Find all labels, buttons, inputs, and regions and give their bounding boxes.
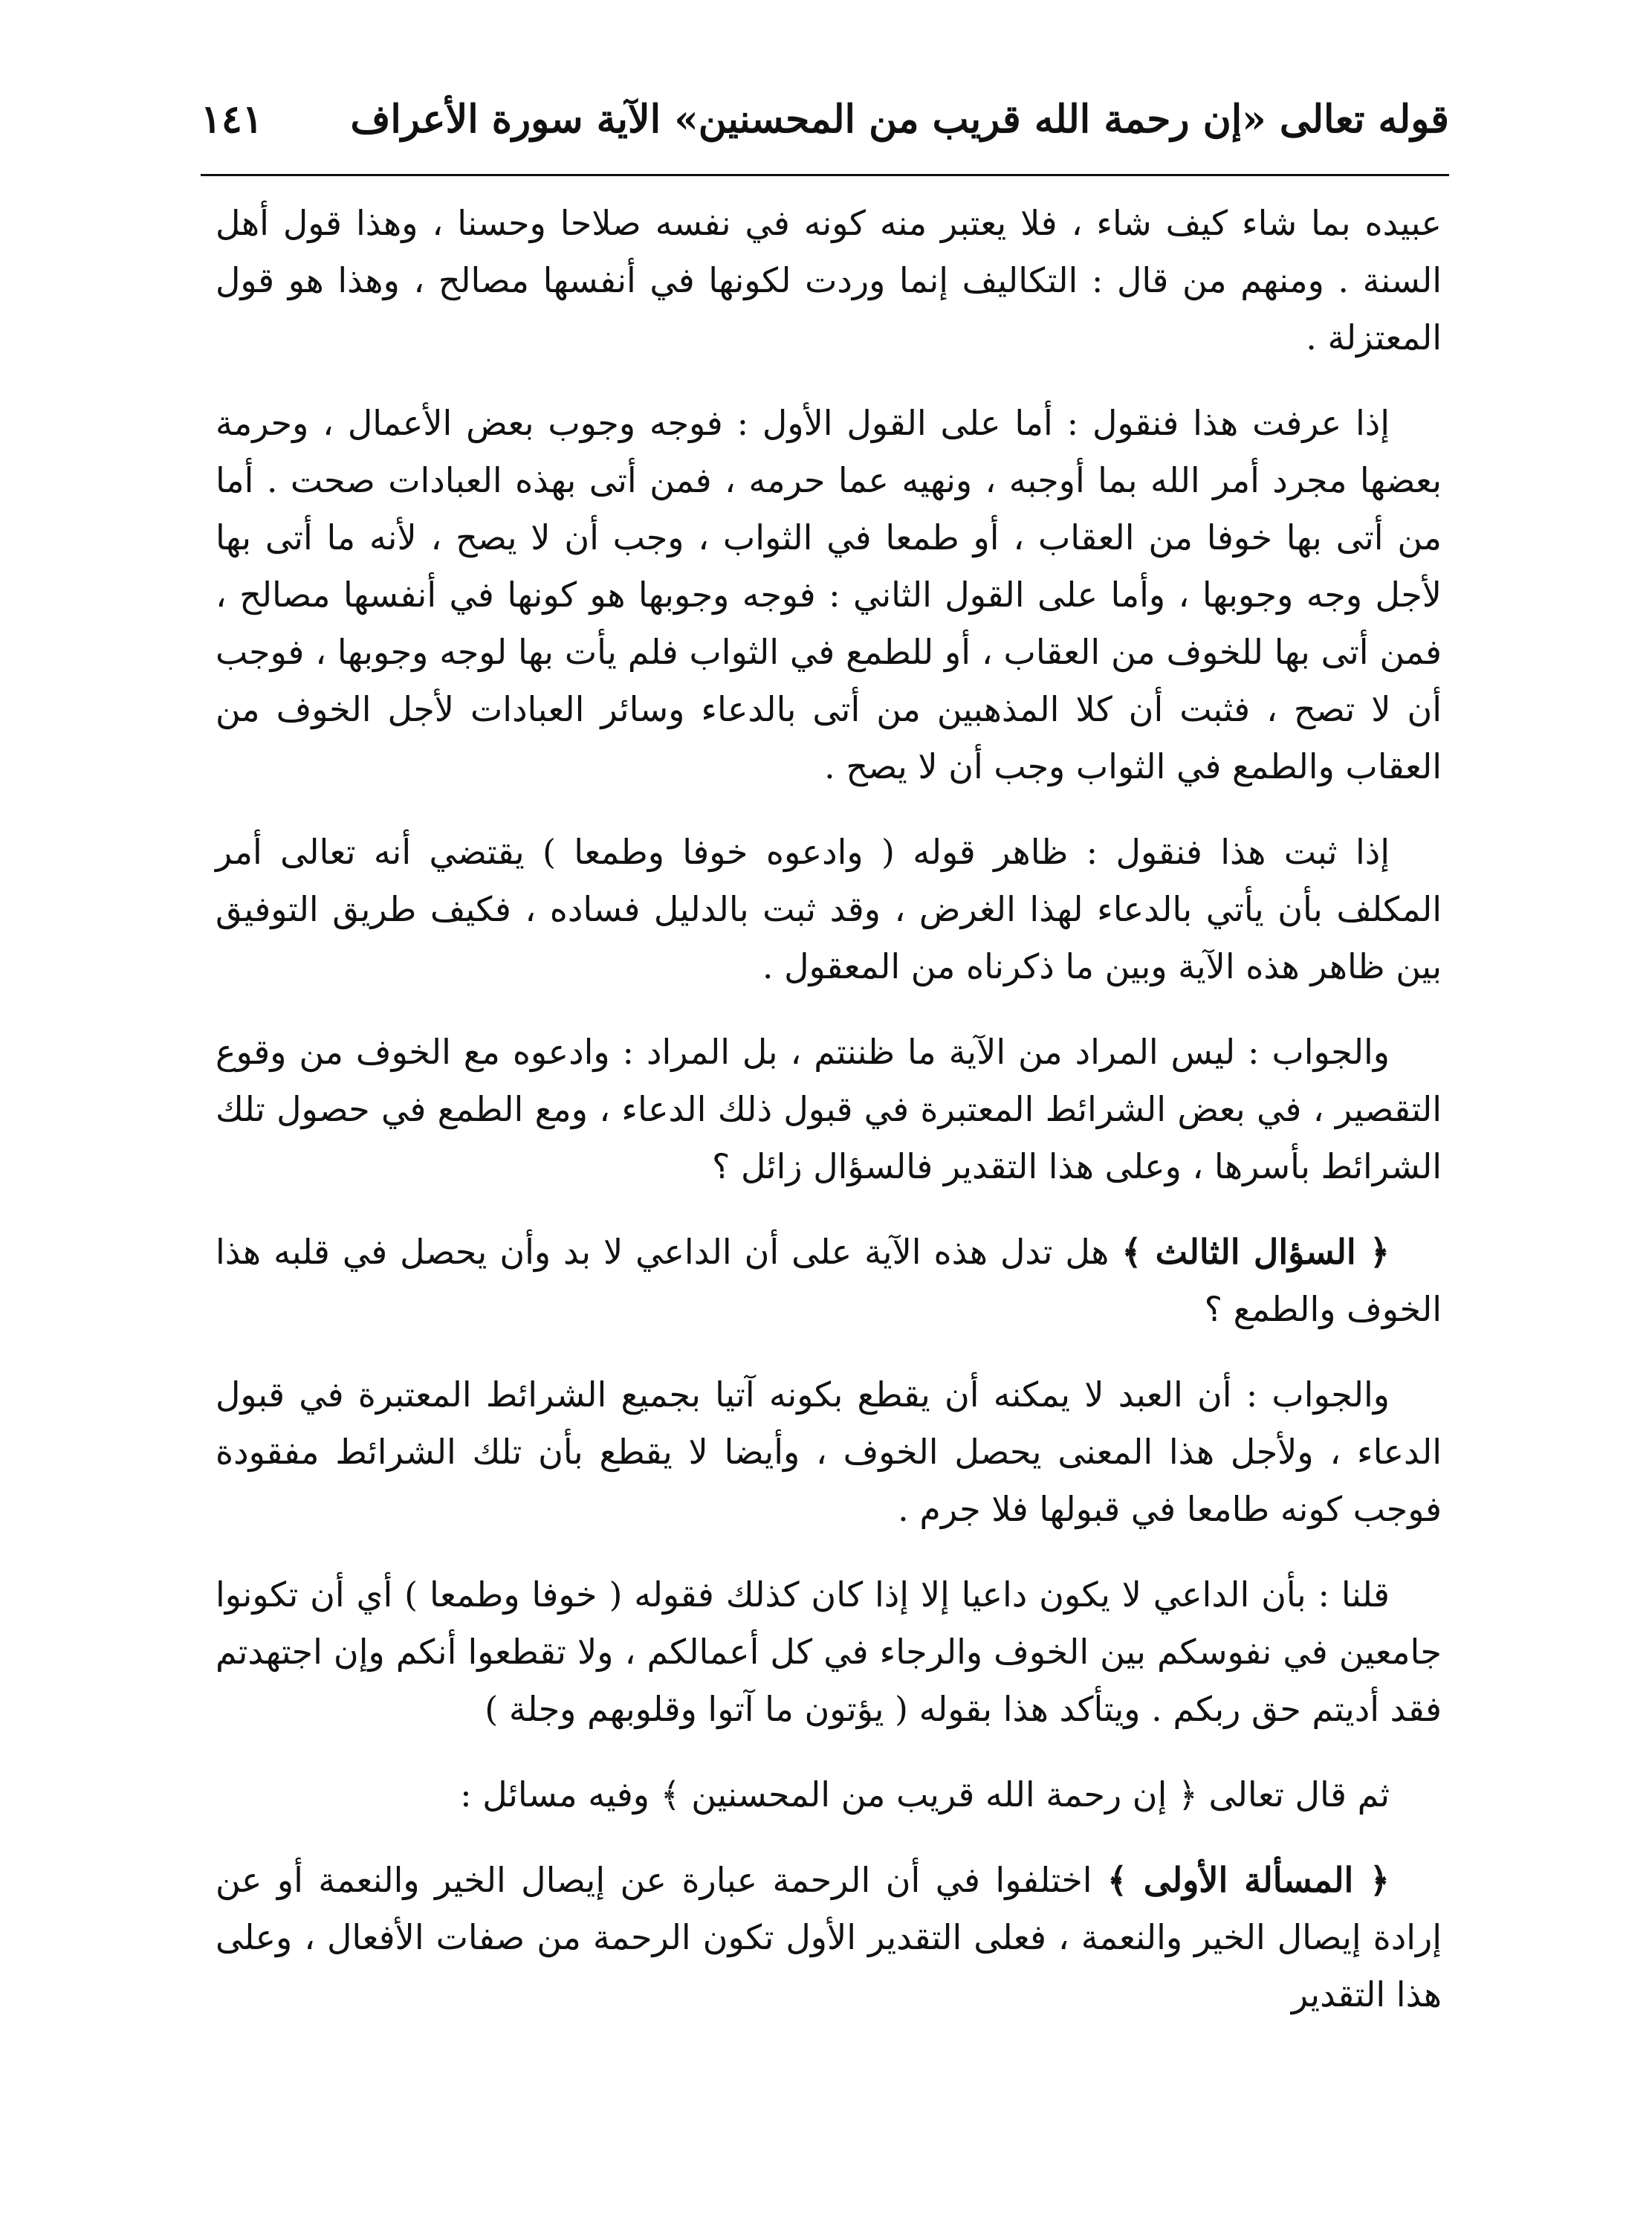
paragraph xyxy=(216,1566,1442,1738)
header-title: قوله تعالى «إن رحمة الله قريب من المحسنين» الآية سورة الأعراف xyxy=(350,97,1449,142)
paragraph xyxy=(216,1366,1442,1538)
page-header xyxy=(201,83,1449,165)
paragraph xyxy=(216,824,1442,995)
header-divider xyxy=(201,174,1449,176)
paragraph xyxy=(216,195,1442,366)
page-body xyxy=(216,195,1442,2023)
paragraph-text: والجواب : ليس المراد من الآية ما ظننتم ، بل المراد : وادعوه مع الخوف من وقوع التقصير ، في بعض الشرائط المعتبرة في قبول ذلك الدعاء ، ومع الطمع في حصول تلك الشرائط بأسرها ، وعلى هذا التقدير فالسؤال زائل ؟ xyxy=(216,1032,1442,1186)
paragraph-text: والجواب : أن العبد لا يمكنه أن يقطع بكونه آتيا بجميع الشرائط المعتبرة في قبول الدعاء ، ولأجل هذا المعنى يحصل الخوف ، وأيضا لا يقطع بأن تلك الشرائط مفقودة فوجب كونه طامعا في قبولها فلا جرم . xyxy=(216,1374,1442,1529)
section-heading: ﴿ السؤال الثالث ﴾ xyxy=(1121,1232,1390,1272)
paragraph-text: هل تدل هذه الآية على أن الداعي لا بد وأن يحصل في قلبه هذا الخوف والطمع ؟ xyxy=(216,1232,1442,1329)
paragraph-text: إذا عرفت هذا فنقول : أما على القول الأول : فوجه وجوب بعض الأعمال ، وحرمة بعضها مجرد أمر الله بما أوجبه ، ونهيه عما حرمه ، فمن أتى بهذه العبادات صحت . أما من أتى بها خوفا من العقاب ، أو طمعا في الثواب ، وجب أن لا يصح ، لأنه ما أتى بها لأجل وجه وجوبها ، وأما على القول الثاني : فوجه وجوبها هو كونها في أنفسها مصالح ، فمن أتى بها للخوف من العقاب ، أو للطمع في الثواب فلم يأت بها لوجه وجوبها ، فوجب أن لا تصح ، فثبت أن كلا المذهبين من أتى بالدعاء وسائر العبادات لأجل الخوف من العقاب والطمع في الثواب وجب أن لا يصح . xyxy=(216,403,1442,786)
paragraph xyxy=(216,395,1442,795)
section-heading: ﴿ المسألة الأولى ﴾ xyxy=(1107,1860,1390,1900)
paragraph-text: عبيده بما شاء كيف شاء ، فلا يعتبر منه كونه في نفسه صلاحا وحسنا ، وهذا قول أهل السنة . ومنهم من قال : التكاليف إنما وردت لكونها في أنفسها مصالح ، وهذا هو قول المعتزلة . xyxy=(216,203,1442,358)
paragraph xyxy=(216,1852,1442,2023)
paragraph-text: اختلفوا في أن الرحمة عبارة عن إيصال الخير والنعمة أو عن إرادة إيصال الخير والنعمة ، فعلى التقدير الأول تكون الرحمة من صفات الأفعال ، وعلى هذا التقدير xyxy=(216,1860,1442,2015)
paragraph-text: إذا ثبت هذا فنقول : ظاهر قوله ( وادعوه خوفا وطمعا ) يقتضي أنه تعالى أمر المكلف بأن يأتي بالدعاء لهذا الغرض ، وقد ثبت بالدليل فساده ، فكيف طريق التوفيق بين ظاهر هذه الآية وبين ما ذكرناه من المعقول . xyxy=(216,832,1442,986)
paragraph-text: ثم قال تعالى ﴿ إن رحمة الله قريب من المحسنين ﴾ وفيه مسائل : xyxy=(460,1774,1390,1815)
paragraph xyxy=(216,1224,1442,1338)
page-number: ١٤١ xyxy=(201,97,263,142)
paragraph xyxy=(216,1024,1442,1195)
paragraph-text: قلنا : بأن الداعي لا يكون داعيا إلا إذا كان كذلك فقوله ( خوفا وطمعا ) أي أن تكونوا جامعين في نفوسكم بين الخوف والرجاء في كل أعمالكم ، ولا تقطعوا أنكم وإن اجتهدتم فقد أديتم حق ربكم . ويتأكد هذا بقوله ( يؤتون ما آتوا وقلوبهم وجلة ) xyxy=(216,1574,1442,1729)
paragraph xyxy=(216,1766,1442,1823)
